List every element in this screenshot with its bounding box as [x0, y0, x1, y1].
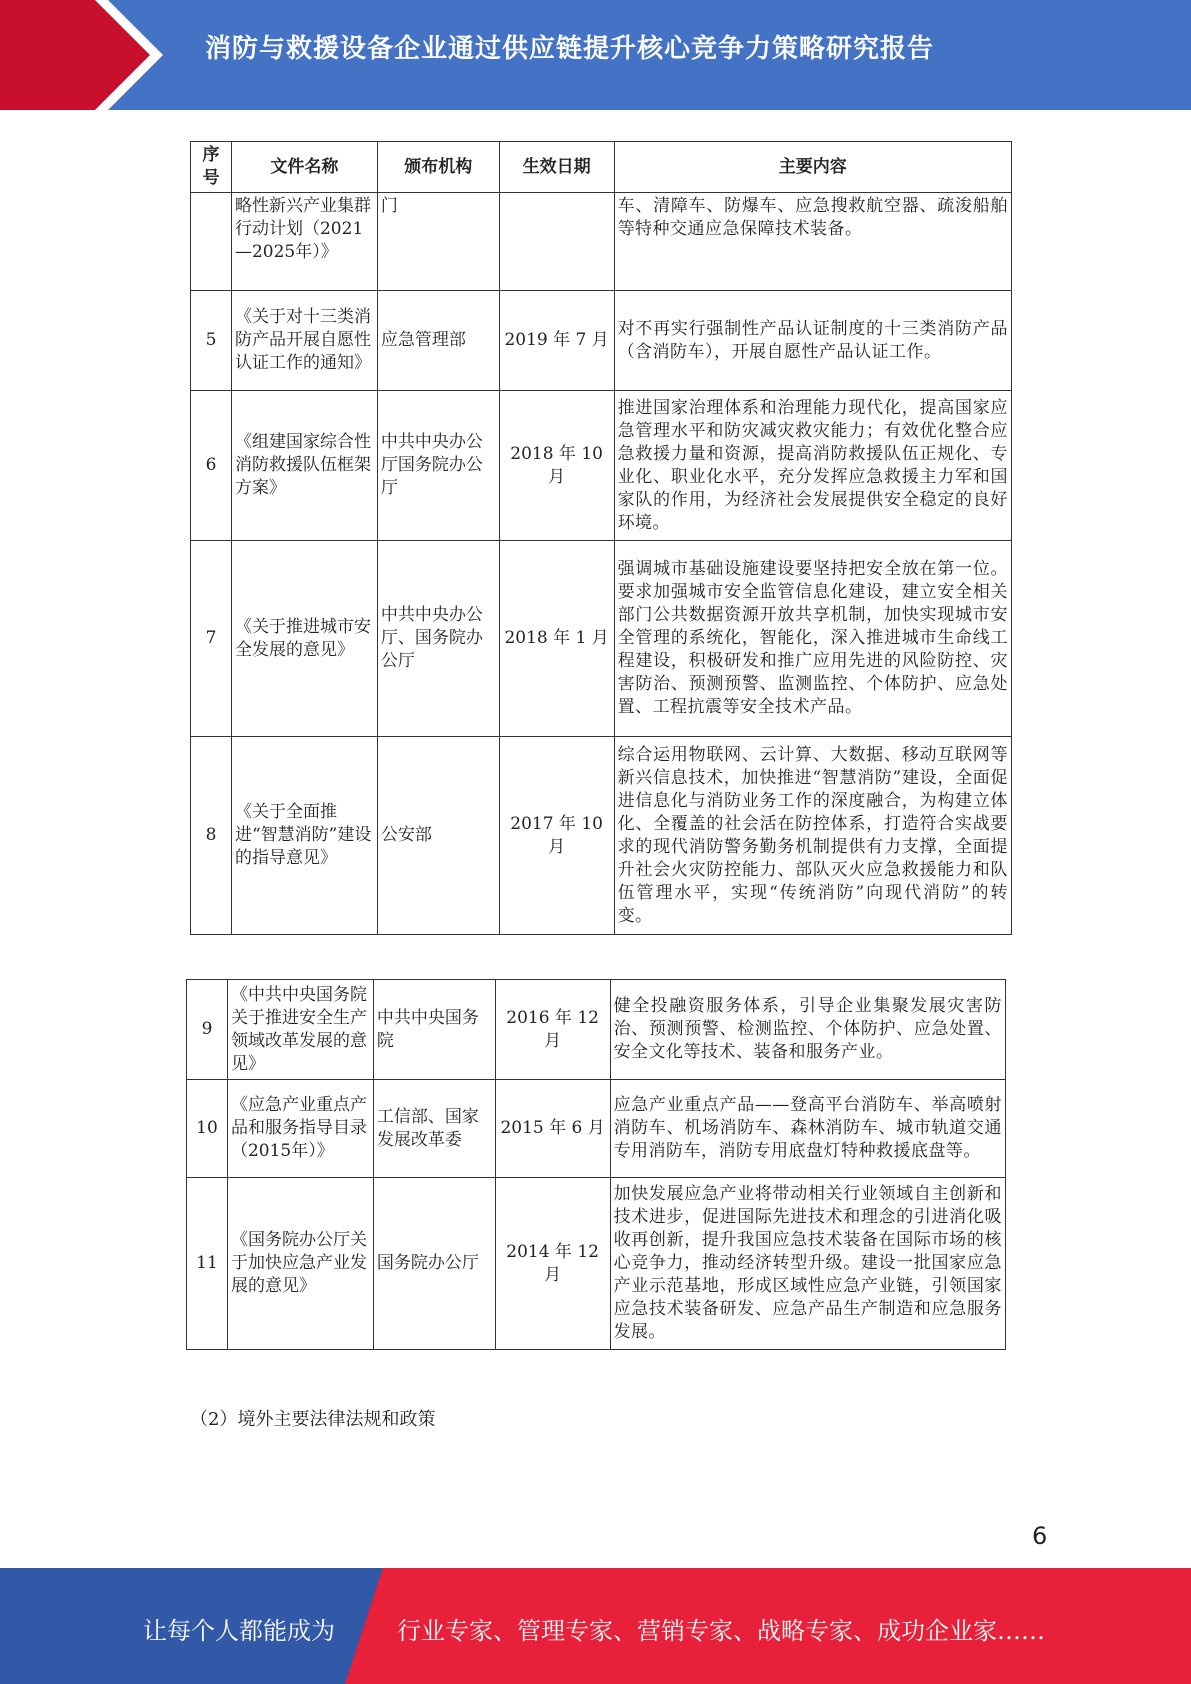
table-row [191, 391, 1012, 541]
cell-name: 《关于全面推进“智慧消防”建设的指导意见》 [231, 737, 377, 935]
header-red-chevron [0, 0, 150, 110]
cell-date: 2018 年 10 月 [499, 391, 614, 541]
cell-no: 7 [191, 541, 232, 737]
cell-no: 10 [187, 1080, 228, 1178]
col-header-name: 文件名称 [231, 142, 377, 193]
table-row [191, 737, 1012, 935]
cell-agency: 门 [377, 193, 499, 291]
cell-agency: 工信部、国家发展改革委 [373, 1080, 495, 1178]
table-row [191, 193, 1012, 291]
col-header-date: 生效日期 [499, 142, 614, 193]
page-footer [0, 1568, 1191, 1684]
table-row [187, 1080, 1006, 1178]
cell-no: 6 [191, 391, 232, 541]
cell-agency: 公安部 [377, 737, 499, 935]
cell-name: 《关于对十三类消防产品开展自愿性认证工作的通知》 [231, 291, 377, 391]
cell-content: 车、清障车、防爆车、应急搜救航空器、疏浚船舶等特种交通应急保障技术装备。 [614, 193, 1011, 291]
cell-content: 健全投融资服务体系，引导企业集聚发展灾害防治、预测预警、检测监控、个体防护、应急处置、安全文化等技术、装备和服务产业。 [610, 980, 1005, 1080]
cell-content: 强调城市基础设施建设要坚持把安全放在第一位。要求加强城市安全监管信息化建设，建立安全相关部门公共数据资源开放共享机制，加快实现城市安全管理的系统化，智能化，深入推进城市生命线工程建设，积极研发和推广应用先进的风险防控、灾害防治、预测预警、监测监控、个体防护、应急处置、工程抗震等安全技术产品。 [614, 541, 1011, 737]
cell-agency: 中共中央办公厅、国务院办公厅 [377, 541, 499, 737]
table-row [191, 291, 1012, 391]
cell-date: 2016 年 12 月 [495, 980, 610, 1080]
table-row [187, 980, 1006, 1080]
cell-date: 2018 年 1 月 [499, 541, 614, 737]
page-header [0, 0, 1191, 110]
cell-name: 《国务院办公厅关于加快应急产业发展的意见》 [227, 1178, 373, 1350]
cell-name: 《应急产业重点产品和服务指导目录（2015年）》 [227, 1080, 373, 1178]
policy-table-part-1 [190, 141, 1012, 935]
cell-no [191, 193, 232, 291]
cell-date: 2017 年 10 月 [499, 737, 614, 935]
cell-agency: 中共中央国务院 [373, 980, 495, 1080]
cell-content: 应急产业重点产品——登高平台消防车、举高喷射消防车、机场消防车、森林消防车、城市轨道交通专用消防车，消防专用底盘灯特种救援底盘等。 [610, 1080, 1005, 1178]
cell-date: 2019 年 7 月 [499, 291, 614, 391]
cell-agency: 国务院办公厅 [373, 1178, 495, 1350]
col-header-content: 主要内容 [614, 142, 1011, 193]
report-title: 消防与救援设备企业通过供应链提升核心竞争力策略研究报告 [205, 34, 935, 64]
page-number: 6 [1032, 1522, 1048, 1550]
cell-date: 2015 年 6 月 [495, 1080, 610, 1178]
table-row [187, 1178, 1006, 1350]
cell-content: 推进国家治理体系和治理能力现代化，提高国家应急管理水平和防灾减灾救灾能力；有效优化整合应急救援力量和资源，提高消防救援队伍正规化、专业化、职业化水平，充分发挥应急救援主力军和国家队的作用，为经济社会发展提供安全稳定的良好环境。 [614, 391, 1011, 541]
table-row [191, 541, 1012, 737]
footer-slogan-right: 行业专家、管理专家、营销专家、战略专家、成功企业家…… [397, 1617, 1045, 1645]
cell-content: 综合运用物联网、云计算、大数据、移动互联网等新兴信息技术，加快推进“智慧消防”建设，全面促进信息化与消防业务工作的深度融合，为构建立体化、全覆盖的社会活在防控体系，打造符合实战要求的现代消防警务勤务机制提供有力支撑，全面提升社会火灾防控能力、部队灭火应急救援能力和队伍管理水平，实现“传统消防”向现代消防”的转变。 [614, 737, 1011, 935]
cell-no: 8 [191, 737, 232, 935]
cell-no: 11 [187, 1178, 228, 1350]
cell-date [499, 193, 614, 291]
footer-slogan-left: 让每个人都能成为 [143, 1617, 335, 1645]
table-header-row [191, 142, 1012, 193]
cell-date: 2014 年 12 月 [495, 1178, 610, 1350]
cell-name: 略性新兴产业集群行动计划（2021—2025年）》 [231, 193, 377, 291]
cell-content: 加快发展应急产业将带动相关行业领域自主创新和技术进步，促进国际先进技术和理念的引进消化吸收再创新，提升我国应急技术装备在国际市场的核心竞争力，推动经济转型升级。建设一批国家应急产业示范基地，形成区域性应急产业链，引领国家应急技术装备研发、应急产品生产制造和应急服务发展。 [610, 1178, 1005, 1350]
cell-no: 9 [187, 980, 228, 1080]
cell-agency: 应急管理部 [377, 291, 499, 391]
policy-table-part-2 [186, 979, 1006, 1350]
cell-content: 对不再实行强制性产品认证制度的十三类消防产品（含消防车），开展自愿性产品认证工作。 [614, 291, 1011, 391]
col-header-agency: 颁布机构 [377, 142, 499, 193]
cell-name: 《关于推进城市安全发展的意见》 [231, 541, 377, 737]
cell-name: 《组建国家综合性消防救援队伍框架方案》 [231, 391, 377, 541]
cell-no: 5 [191, 291, 232, 391]
cell-agency: 中共中央办公厅国务院办公厅 [377, 391, 499, 541]
col-header-no: 序号 [191, 142, 232, 193]
section-heading: （2）境外主要法律法规和政策 [190, 1409, 436, 1430]
cell-name: 《中共中央国务院关于推进安全生产领域改革发展的意见》 [227, 980, 373, 1080]
